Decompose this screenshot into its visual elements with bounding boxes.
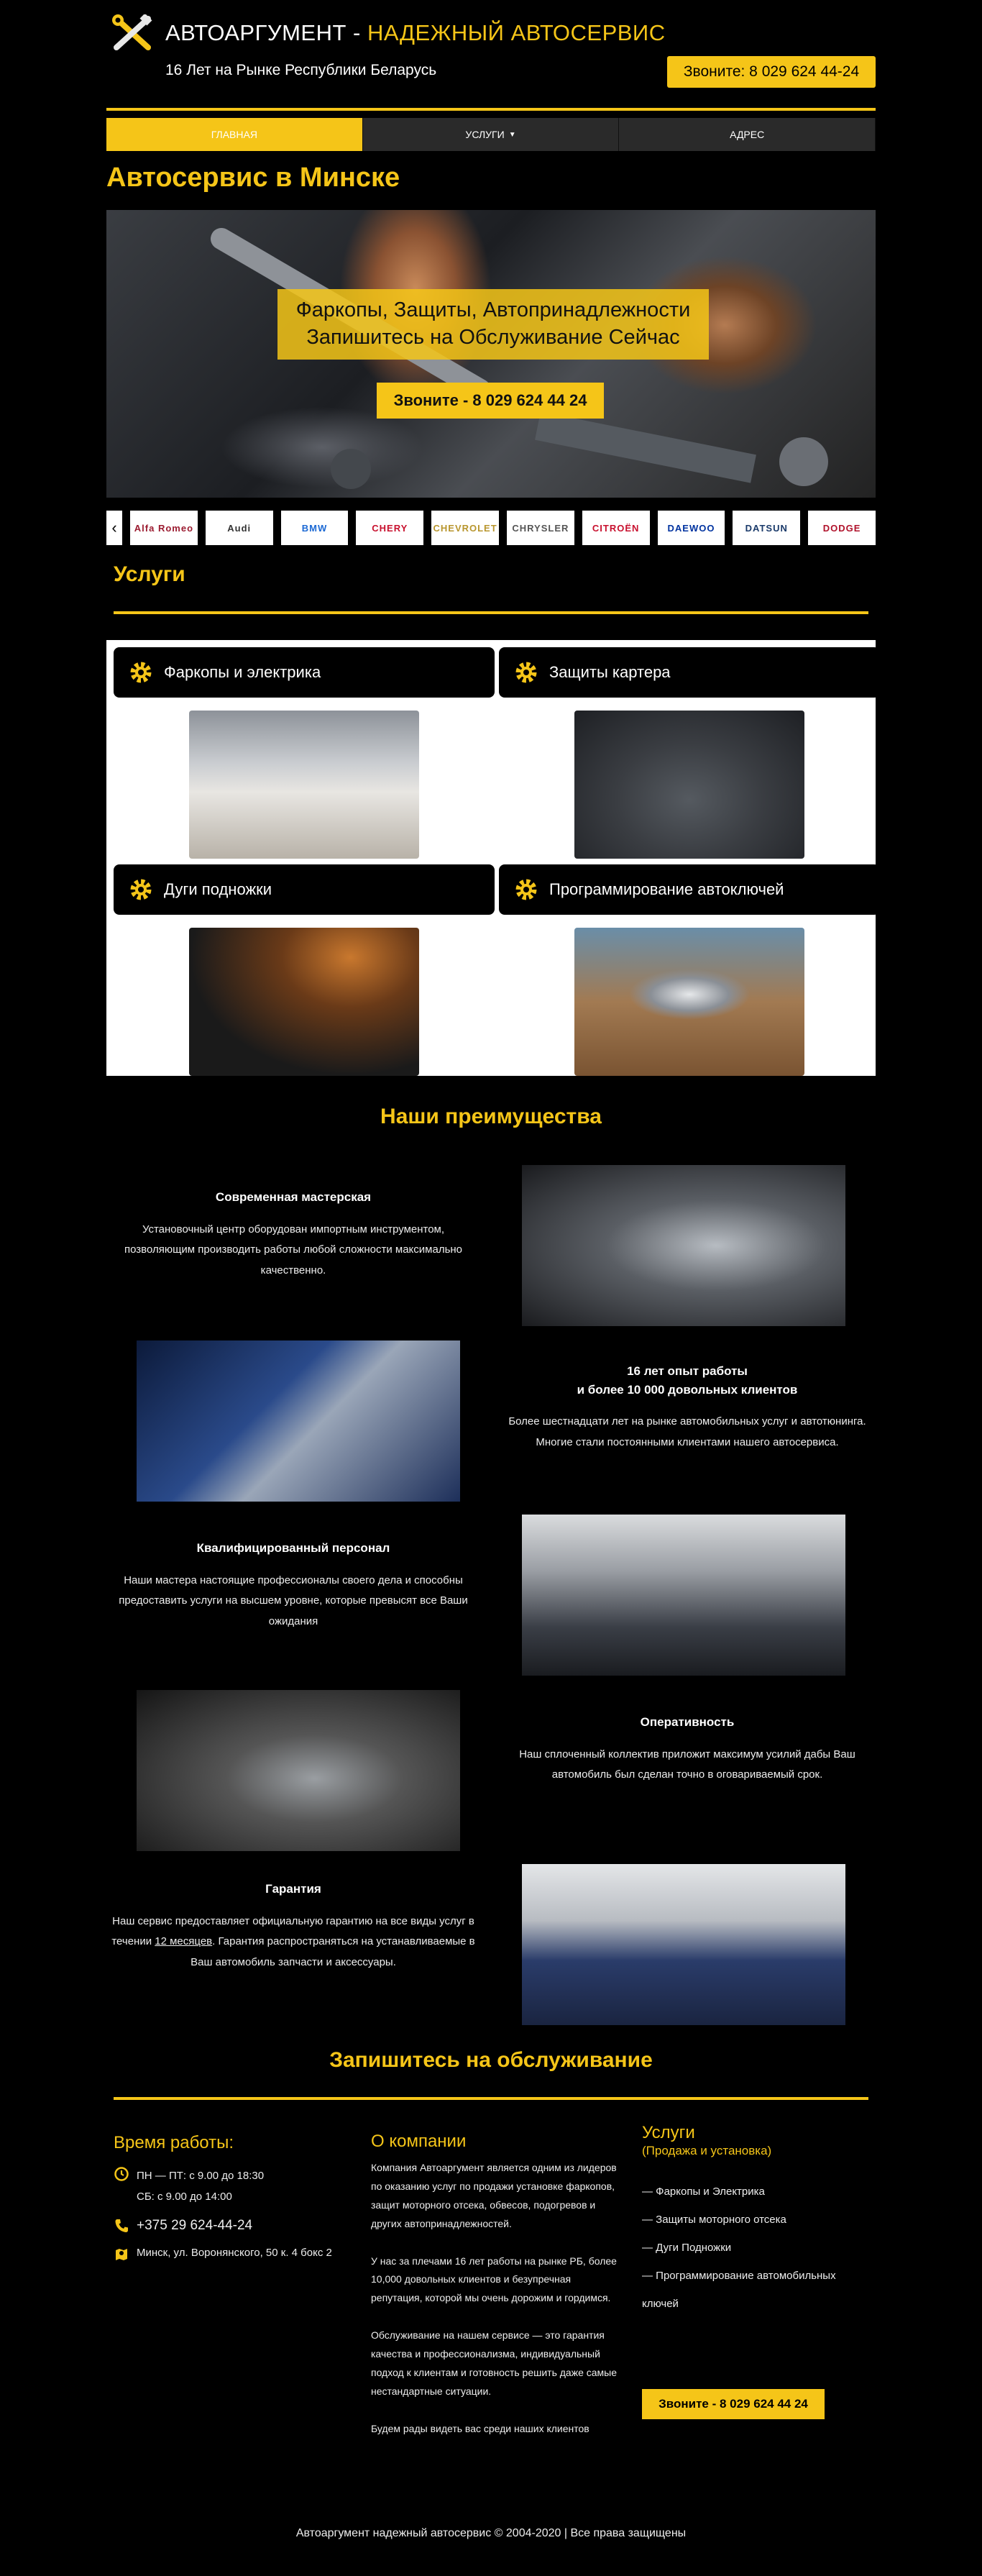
brand-logo[interactable]: CITROËN xyxy=(582,511,650,545)
brand-logo[interactable]: DAEWOO xyxy=(658,511,725,545)
footer-address: Минск, ул. Воронянского, 50 к. 4 бокс 2 xyxy=(137,2247,332,2259)
copyright: Автоаргумент надежный автосервис © 2004-2020 | Все права защищены xyxy=(295,2527,687,2539)
header-divider xyxy=(106,108,876,111)
tagline: 16 Лет на Рынке Республики Беларусь xyxy=(165,62,437,78)
footer-services-heading: Услуги xyxy=(642,2123,695,2142)
advantage-text: Более шестнадцати лет на рынке автомобильных услуг и автотюнинга. Многие стали постоянными клиентами нашего автосервиса. xyxy=(508,1415,866,1448)
advantage-text: Наш сплоченный коллектив приложит максимум усилий дабы Ваш автомобиль был сделан точно в оговариваемый срок. xyxy=(519,1748,855,1781)
footer-service-link[interactable]: — Дуги Подножки xyxy=(642,2242,732,2254)
warranty-link[interactable]: 12 месяцев xyxy=(155,1935,213,1947)
services-grid xyxy=(106,640,876,1076)
service-photo-car-key xyxy=(574,928,804,1076)
footer-services-subtitle: (Продажа и установка) xyxy=(642,2143,772,2157)
service-label: Фаркопы и электрика xyxy=(164,663,321,681)
brand-logo[interactable]: DATSUN xyxy=(733,511,800,545)
brand-logo[interactable]: Audi xyxy=(206,511,273,545)
hours-title: Время работы: xyxy=(114,2133,234,2152)
advantage-photo-headlight xyxy=(137,1340,460,1502)
service-card[interactable] xyxy=(114,647,495,698)
about-paragraph: Обслуживание на нашем сервисе — это гарантия качества и профессионализма, индивидуальный подход к клиентам и готовность решить даже самые нестандартные ситуации. xyxy=(371,2329,618,2397)
brand-carousel xyxy=(106,511,876,545)
services-divider xyxy=(114,611,868,614)
site-title-main: АВТОАРГУМЕНТ - xyxy=(165,20,367,45)
service-card-header xyxy=(499,864,880,915)
service-label: Программирование автоключей xyxy=(549,880,784,898)
nav-item-label: ГЛАВНАЯ xyxy=(211,129,257,140)
service-card-header xyxy=(114,647,495,698)
brand-logo[interactable]: CHRYSLER xyxy=(507,511,574,545)
brand-logo[interactable]: DODGE xyxy=(808,511,876,545)
footer-service-link[interactable]: — Программирование автомобильных ключей xyxy=(642,2270,836,2310)
gear-icon xyxy=(513,877,539,903)
advantage-text xyxy=(106,1912,480,1973)
footer-service-link[interactable]: — Фаркопы и Электрика xyxy=(642,2186,765,2198)
advantage-item xyxy=(106,1188,480,1281)
brand-logo[interactable]: CHERY xyxy=(356,511,423,545)
footer-services-title xyxy=(642,2123,771,2158)
advantage-title: Оперативность xyxy=(640,1715,735,1729)
service-photo-skid-plate xyxy=(574,711,804,859)
advantage-text: Наши мастера настоящие профессионалы своего дела и способны предоставить услуги на высшем уровне, которые превысят все Ваши ожидания xyxy=(119,1574,468,1627)
chevron-down-icon: ▼ xyxy=(508,130,516,139)
advantage-photo-ratchet xyxy=(522,1165,845,1326)
cta-divider xyxy=(114,2097,868,2100)
advantage-title: Гарантия xyxy=(265,1882,321,1896)
services-title: Услуги xyxy=(114,562,185,586)
nav-item-label: УСЛУГИ xyxy=(465,129,505,140)
service-card[interactable] xyxy=(114,864,495,915)
about-text xyxy=(371,2159,623,2457)
hero-call-button[interactable]: Звоните - 8 029 624 44 24 xyxy=(377,383,604,419)
hero-line-1: Фаркопы, Защиты, Автопринадлежности xyxy=(295,298,691,322)
nav-item-address[interactable] xyxy=(619,118,876,151)
hours-weekdays: ПН — ПТ: с 9.00 до 18:30 xyxy=(137,2170,265,2182)
brand-logo[interactable]: CHEVROLET xyxy=(431,511,499,545)
advantage-text: Установочный центр оборудован импортным инструментом, позволяющим производить работы любой сложности максимально качественно. xyxy=(124,1223,463,1276)
advantage-item xyxy=(500,1362,874,1453)
advantage-title xyxy=(500,1362,874,1399)
service-card-header xyxy=(114,864,495,915)
footer-call-button[interactable]: Звоните - 8 029 624 44 24 xyxy=(642,2389,825,2419)
nav-item-label: АДРЕС xyxy=(730,129,765,140)
service-label: Дуги подножки xyxy=(164,880,272,898)
site-title xyxy=(165,20,666,46)
advantage-title: Квалифицированный персонал xyxy=(196,1541,390,1555)
clock-icon xyxy=(114,2166,129,2182)
service-card[interactable] xyxy=(499,647,880,698)
advantage-photo-thumbs-up xyxy=(522,1864,845,2025)
advantages-title: Наши преимущества xyxy=(380,1105,602,1128)
advantage-photo-gloves xyxy=(137,1690,460,1851)
logo[interactable] xyxy=(112,14,666,52)
hours-block xyxy=(114,2166,264,2207)
map-pin-icon xyxy=(114,2247,129,2262)
advantage-text-part-2: . Гарантия распространяться на устанавливаемые в Ваш автомобиль запчасти и аксессуары. xyxy=(191,1935,475,1968)
hero-slogan xyxy=(277,289,709,360)
advantage-title-line-2: и более 10 000 довольных клиентов xyxy=(577,1382,798,1397)
advantage-item xyxy=(106,1880,480,1973)
advantage-text-part-1: Наш сервис предоставляет официальную гарантию на все виды услуг в течении xyxy=(111,1914,474,1947)
address-line xyxy=(114,2247,332,2262)
footer-services-list xyxy=(642,2178,872,2318)
wrench-screwdriver-icon xyxy=(112,14,152,52)
gear-icon xyxy=(128,659,154,685)
carousel-prev-icon[interactable]: ‹ xyxy=(106,511,122,545)
page-title: Автосервис в Минске xyxy=(106,163,400,193)
about-paragraph: У нас за плечами 16 лет работы на рынке РБ, более 10,000 довольных клиентов и безупречная репутация, которой мы очень дорожим и гордимся. xyxy=(371,2255,617,2304)
advantage-photo-mechanic xyxy=(522,1515,845,1676)
site-title-accent: НАДЕЖНЫЙ АВТОСЕРВИС xyxy=(367,20,666,45)
about-paragraph: Будем рады видеть вас среди наших клиентов xyxy=(371,2422,589,2434)
service-label: Защиты картера xyxy=(549,663,671,681)
advantage-title-line-1: 16 лет опыт работы xyxy=(627,1364,748,1378)
advantage-title: Современная мастерская xyxy=(215,1190,372,1204)
service-photo-towbar xyxy=(189,711,419,859)
brand-logo[interactable]: Alfa Romeo xyxy=(130,511,198,545)
header-phone-button[interactable]: Звоните: 8 029 624 44-24 xyxy=(667,56,876,88)
phone-icon xyxy=(114,2218,129,2234)
hero-line-2: Запишитесь на Обслуживание Сейчас xyxy=(306,326,680,349)
about-title: О компании xyxy=(371,2132,467,2151)
service-photo-suv xyxy=(189,928,419,1076)
cta-title: Запишитесь на обслуживание xyxy=(329,2048,653,2072)
brand-logo[interactable]: BMW xyxy=(281,511,349,545)
phone-line[interactable] xyxy=(114,2218,252,2234)
main-nav xyxy=(106,118,876,151)
advantage-item xyxy=(106,1539,480,1632)
advantage-item xyxy=(500,1713,874,1786)
nav-item-home[interactable] xyxy=(106,118,363,151)
service-card[interactable] xyxy=(499,864,880,915)
hours-saturday: СБ: с 9.00 до 14:00 xyxy=(137,2190,232,2203)
gear-icon xyxy=(513,659,539,685)
gear-icon xyxy=(128,877,154,903)
service-card-header xyxy=(499,647,880,698)
hero-banner xyxy=(106,210,876,498)
nav-item-services[interactable] xyxy=(363,118,620,151)
footer-service-link[interactable]: — Защиты моторного отсека xyxy=(642,2214,786,2226)
footer-phone[interactable]: +375 29 624-44-24 xyxy=(137,2218,253,2233)
about-paragraph: Компания Автоаргумент является одним из лидеров по оказанию услуг по продажи установке фаркопов, защит моторного отсека, обвесов, подогревов и других автопринадлежностей. xyxy=(371,2162,617,2229)
